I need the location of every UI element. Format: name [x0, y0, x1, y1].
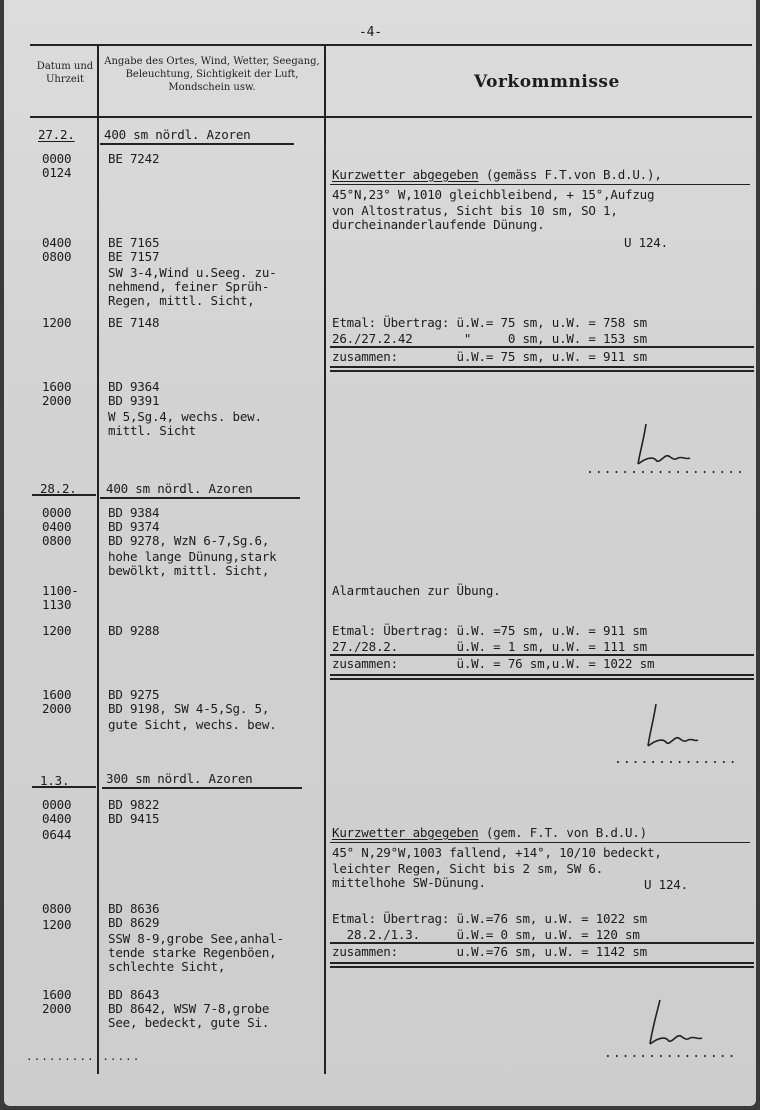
- event-line: mittelhohe SW-Dünung.: [332, 875, 486, 890]
- time-entry: 0400: [42, 811, 72, 826]
- location-underline-day1: [100, 143, 294, 145]
- location-day2: 400 sm nördl. Azoren: [106, 481, 253, 496]
- time-entry: 1600: [42, 379, 72, 394]
- location-underline-day2: [100, 497, 300, 499]
- header-vorkommnisse: Vorkommnisse: [474, 72, 620, 92]
- page-number: -4-: [359, 25, 382, 40]
- time-entry: 0400: [42, 519, 72, 534]
- weather-entry: W 5,Sg.4, wechs. bew.: [108, 409, 262, 424]
- weather-entry: schlechte Sicht,: [108, 959, 226, 974]
- date-day1: 27.2.: [38, 127, 75, 142]
- event-divider: [330, 184, 750, 185]
- event-heading-rest: (gemäss F.T.von B.d.U.),: [478, 167, 662, 182]
- etmal-line: 26./27.2.42 " 0 sm, u.W. = 153 sm: [332, 331, 648, 346]
- position-entry: BE 7165: [108, 235, 160, 250]
- position-entry: BD 9374: [108, 519, 160, 534]
- footer-dotted-line: ...............: [26, 1050, 141, 1063]
- etmal-line: zusammen: u.W.=76 sm, u.W. = 1142 sm: [332, 944, 648, 959]
- event-heading-label: Kurzwetter abgegeben: [332, 167, 479, 182]
- time-entry: 1600: [42, 987, 72, 1002]
- event-alarm: Alarmtauchen zur Übung.: [332, 583, 501, 598]
- table-top-border: [30, 44, 752, 46]
- signature-dotted-line: ...............: [604, 1046, 737, 1061]
- etmal-sum-line: [330, 346, 754, 348]
- position-entry: BD 9364: [108, 379, 160, 394]
- position-entry: BD 8642, WSW 7-8,grobe: [108, 1001, 270, 1016]
- time-entry: 1200: [42, 917, 72, 932]
- date-day3: 1.3.: [40, 773, 70, 788]
- event-heading-day1: [332, 168, 662, 182]
- etmal-line: Etmal: Übertrag: ü.W.=76 sm, u.W. = 1022 sm: [332, 911, 648, 926]
- weather-entry: Regen, mittl. Sicht,: [108, 293, 255, 308]
- event-line: von Altostratus, Sicht bis 10 sm, SO 1,: [332, 203, 618, 218]
- time-entry: 0800: [42, 249, 72, 264]
- log-page: [4, 0, 756, 1106]
- signature-scribble: [640, 700, 700, 758]
- position-entry: BD 9822: [108, 797, 160, 812]
- time-entry: 1100-: [42, 583, 79, 598]
- time-entry: 0400: [42, 235, 72, 250]
- etmal-line: 28.2./1.3. ü.W.= 0 sm, u.W. = 120 sm: [332, 927, 640, 942]
- header-ort: Angabe des Ortes, Wind, Wetter, Seegang, Beleuchtung, Sichtigkeit der Luft, Mondschein usw.: [104, 56, 320, 93]
- time-entry: 0000: [42, 505, 72, 520]
- time-entry: 1200: [42, 623, 72, 638]
- event-heading-label: Kurzwetter abgegeben: [332, 825, 479, 840]
- date-day2: 28.2.: [40, 481, 77, 496]
- signature-code: U 124.: [644, 877, 688, 892]
- weather-entry: hohe lange Dünung,stark: [108, 549, 277, 564]
- etmal-double-line: [330, 966, 754, 968]
- weather-entry: mittl. Sicht: [108, 423, 196, 438]
- time-entry: 1200: [42, 315, 72, 330]
- position-entry: BD 8636: [108, 901, 160, 916]
- time-entry: 0000: [42, 151, 72, 166]
- event-line: durcheinanderlaufende Dünung.: [332, 217, 545, 232]
- time-entry: 0644: [42, 827, 72, 842]
- event-divider: [330, 842, 750, 843]
- weather-entry: gute Sicht, wechs. bew.: [108, 717, 277, 732]
- position-entry: BD 9275: [108, 687, 160, 702]
- weather-entry: SSW 8-9,grobe See,anhal-: [108, 931, 284, 946]
- event-line: leichter Regen, Sicht bis 2 sm, SW 6.: [332, 861, 604, 876]
- position-entry: BE 7148: [108, 315, 160, 330]
- header-datum: Datum und Uhrzeit: [36, 61, 94, 85]
- location-day1: 400 sm nördl. Azoren: [104, 127, 251, 142]
- etmal-double-line: [330, 366, 754, 368]
- time-entry: 1130: [42, 597, 72, 612]
- position-entry: BD 8629: [108, 915, 160, 930]
- time-entry: 1600: [42, 687, 72, 702]
- time-entry: 2000: [42, 701, 72, 716]
- etmal-double-line: [330, 678, 754, 680]
- position-entry: BD 9278, WzN 6-7,Sg.6,: [108, 533, 270, 548]
- column-divider-2: [324, 44, 326, 1074]
- time-entry: 0800: [42, 901, 72, 916]
- etmal-line: 27./28.2. ü.W. = 1 sm, u.W. = 111 sm: [332, 639, 648, 654]
- signature-dotted-line: ..................: [586, 462, 745, 477]
- weather-entry: SW 3-4,Wind u.Seeg. zu-: [108, 265, 277, 280]
- etmal-line: Etmal: Übertrag: ü.W. =75 sm, u.W. = 911 sm: [332, 623, 648, 638]
- weather-entry: tende starke Regenböen,: [108, 945, 277, 960]
- location-underline-day3: [102, 787, 302, 789]
- event-heading-day3: [332, 826, 647, 840]
- position-entry: BD 9288: [108, 623, 160, 638]
- position-entry: BE 7157: [108, 249, 160, 264]
- etmal-double-line: [330, 370, 754, 372]
- header-bottom-border: [30, 116, 752, 118]
- position-entry: BD 9198, SW 4-5,Sg. 5,: [108, 701, 270, 716]
- location-day3: 300 sm nördl. Azoren: [106, 771, 253, 786]
- position-entry: BD 9391: [108, 393, 160, 408]
- time-entry: 2000: [42, 393, 72, 408]
- position-entry: BE 7242: [108, 151, 160, 166]
- position-entry: BD 9384: [108, 505, 160, 520]
- time-entry: 0124: [42, 165, 72, 180]
- weather-entry: See, bedeckt, gute Si.: [108, 1015, 270, 1030]
- etmal-line: Etmal: Übertrag: ü.W.= 75 sm, u.W. = 758 sm: [332, 315, 648, 330]
- column-divider-1: [97, 44, 99, 1074]
- signature-dotted-line: ..............: [614, 752, 738, 767]
- time-entry: 2000: [42, 1001, 72, 1016]
- etmal-line: zusammen: ü.W.= 75 sm, u.W. = 911 sm: [332, 349, 648, 364]
- etmal-double-line: [330, 962, 754, 964]
- time-entry: 0800: [42, 533, 72, 548]
- time-entry: 0000: [42, 797, 72, 812]
- etmal-double-line: [330, 674, 754, 676]
- etmal-line: zusammen: ü.W. = 76 sm,u.W. = 1022 sm: [332, 656, 655, 671]
- signature-code: U 124.: [624, 235, 668, 250]
- event-heading-rest: (gem. F.T. von B.d.U.): [478, 825, 648, 840]
- event-line: 45°N,23° W,1010 gleichbleibend, + 15°,Aufzug: [332, 187, 655, 202]
- position-entry: BD 9415: [108, 811, 160, 826]
- weather-entry: bewölkt, mittl. Sicht,: [108, 563, 270, 578]
- position-entry: BD 8643: [108, 987, 160, 1002]
- weather-entry: nehmend, feiner Sprüh-: [108, 279, 270, 294]
- event-line: 45° N,29°W,1003 fallend, +14°, 10/10 bedeckt,: [332, 845, 662, 860]
